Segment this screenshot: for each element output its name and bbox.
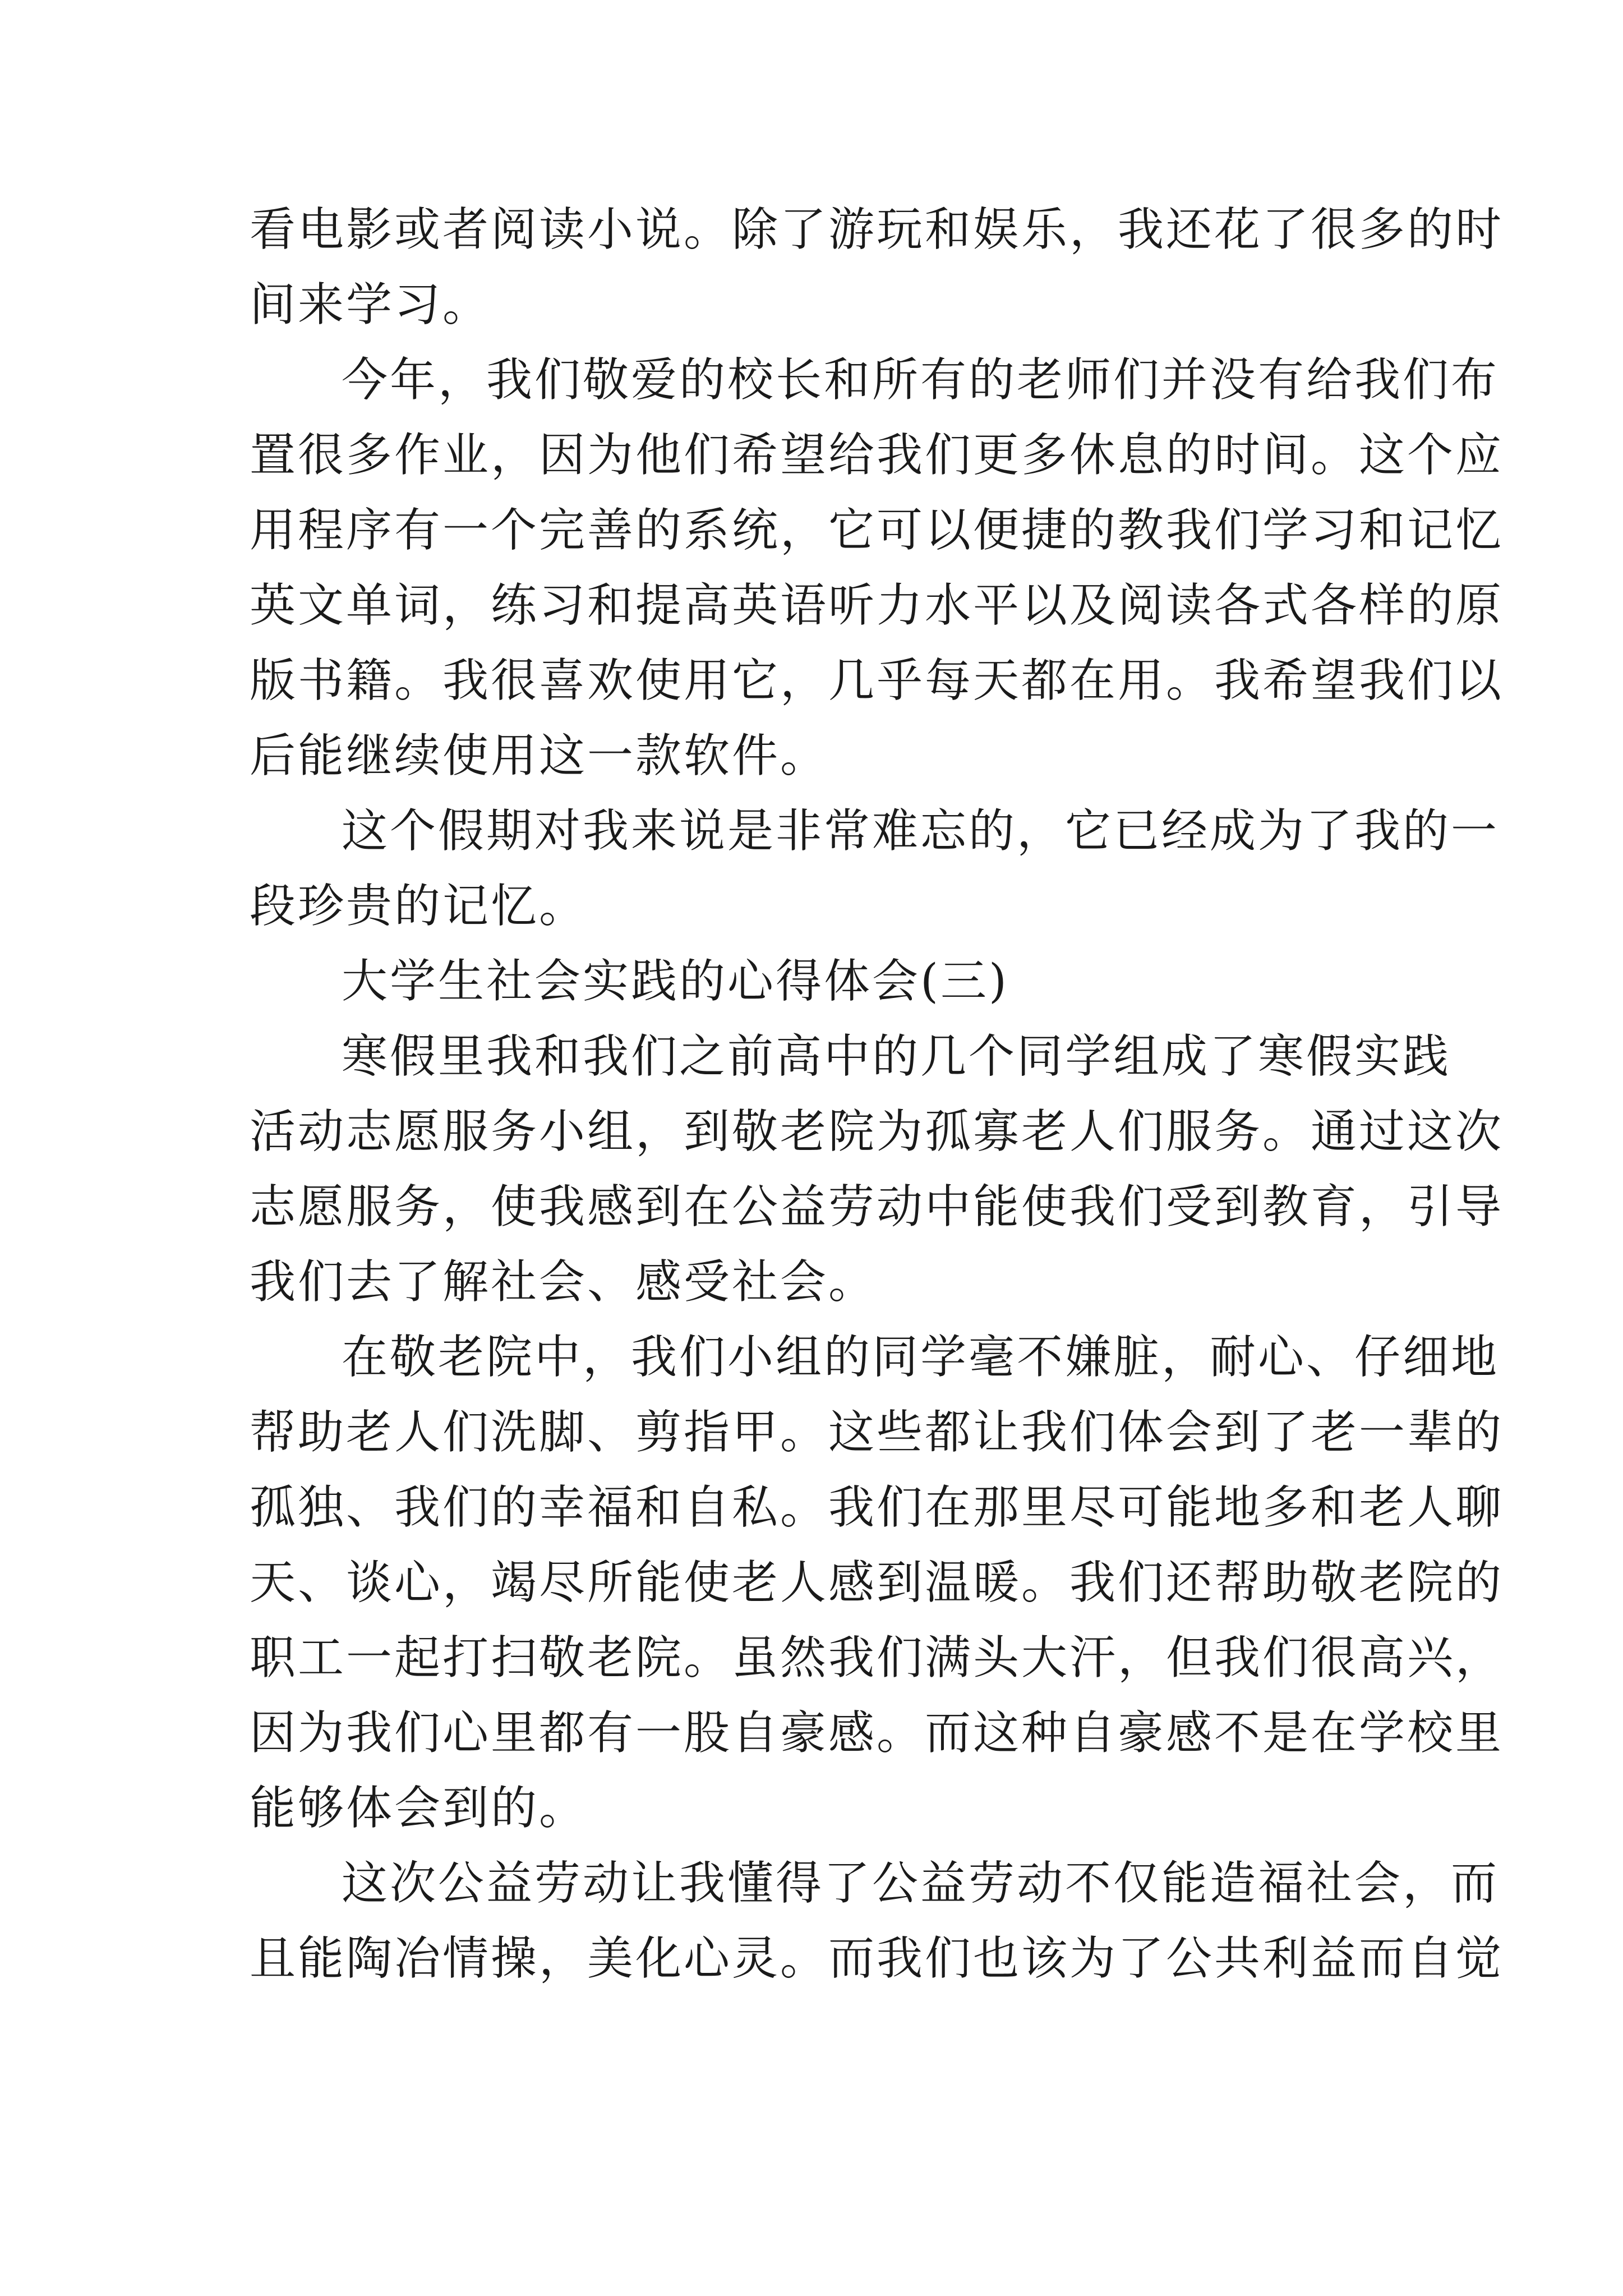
text-line: 版书籍。我很喜欢使用它，几乎每天都在用。我希望我们以	[250, 654, 1504, 707]
paragraph-first-line: 这次公益劳动让我懂得了公益劳动不仅能造福社会，而	[342, 1857, 1500, 1910]
text-line: 因为我们心里都有一股自豪感。而这种自豪感不是在学校里	[250, 1706, 1504, 1760]
text-line: 孤独、我们的幸福和自私。我们在那里尽可能地多和老人聊	[250, 1481, 1504, 1534]
text-line: 间来学习。	[250, 278, 491, 332]
text-line: 职工一起打扫敬老院。虽然我们满头大汗，但我们很高兴，	[250, 1631, 1504, 1685]
section-heading: 大学生社会实践的心得体会(三)	[342, 955, 1009, 1008]
text-line: 志愿服务，使我感到在公益劳动中能使我们受到教育，引导	[250, 1180, 1504, 1234]
text-line: 帮助老人们洗脚、剪指甲。这些都让我们体会到了老一辈的	[250, 1406, 1504, 1459]
paragraph-first-line: 寒假里我和我们之前高中的几个同学组成了寒假实践	[342, 1030, 1451, 1083]
text-line: 段珍贵的记忆。	[250, 880, 588, 933]
text-line: 活动志愿服务小组，到敬老院为孤寡老人们服务。通过这次	[250, 1105, 1504, 1158]
paragraph-first-line: 在敬老院中，我们小组的同学毫不嫌脏，耐心、仔细地	[342, 1331, 1500, 1384]
text-line: 用程序有一个完善的系统，它可以便捷的教我们学习和记忆	[250, 504, 1504, 557]
text-line: 看电影或者阅读小说。除了游玩和娱乐，我还花了很多的时	[250, 203, 1504, 256]
text-line: 英文单词，练习和提高英语听力水平以及阅读各式各样的原	[250, 579, 1504, 632]
text-line: 能够体会到的。	[250, 1782, 588, 1835]
text-line: 天、谈心，竭尽所能使老人感到温暖。我们还帮助敬老院的	[250, 1556, 1504, 1609]
text-line: 置很多作业，因为他们希望给我们更多休息的时间。这个应	[250, 429, 1504, 482]
paragraph-first-line: 今年，我们敬爱的校长和所有的老师们并没有给我们布	[342, 353, 1500, 407]
text-line: 后能继续使用这一款软件。	[250, 729, 829, 783]
text-line: 且能陶冶情操，美化心灵。而我们也该为了公共利益而自觉	[250, 1932, 1504, 1985]
text-line: 我们去了解社会、感受社会。	[250, 1255, 877, 1309]
paragraph-first-line: 这个假期对我来说是非常难忘的，它已经成为了我的一	[342, 804, 1500, 858]
